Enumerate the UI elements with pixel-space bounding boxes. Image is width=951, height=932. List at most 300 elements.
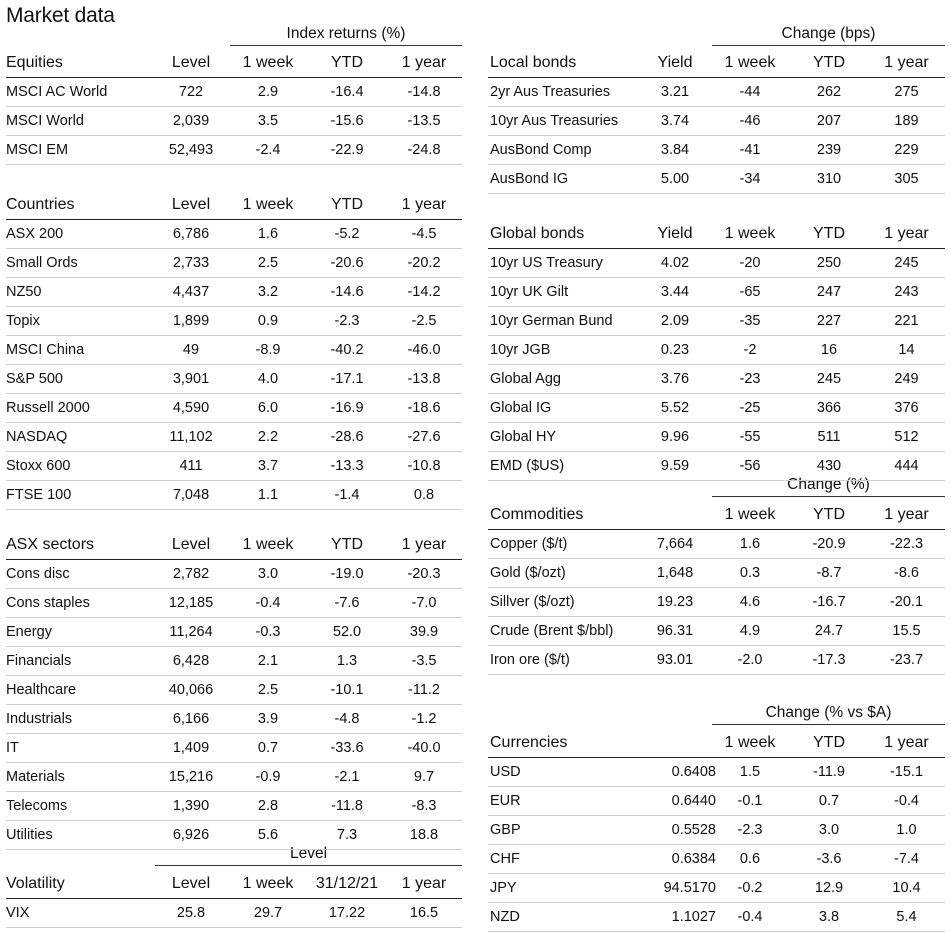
row-label: 10yr German Bund (490, 313, 613, 329)
cell-value: -56 (739, 458, 761, 474)
cell-value: 52.0 (332, 624, 362, 640)
column-header: Yield (657, 225, 693, 242)
column-header: YTD (813, 506, 845, 523)
table-row (6, 107, 462, 136)
cell-value: -11.8 (331, 798, 363, 814)
row-label: Telecoms (6, 798, 68, 814)
column-header: YTD (813, 54, 845, 71)
table-row (488, 336, 945, 365)
cell-value: -41 (739, 142, 761, 158)
cell-value: 1.1027 (671, 909, 716, 925)
cell-value: -7.0 (411, 595, 437, 611)
row-label: 10yr UK Gilt (490, 284, 569, 300)
cell-value: -13.3 (330, 458, 364, 474)
cell-value: -2 (743, 342, 757, 358)
column-header: 1 week (242, 536, 294, 553)
cell-value: 229 (894, 142, 919, 158)
table-row (488, 107, 945, 136)
row-label: Gold ($/ozt) (490, 565, 566, 581)
cell-value: -2.5 (411, 313, 437, 329)
cell-value: -8.3 (411, 798, 437, 814)
asx-sectors-header-row (6, 531, 462, 560)
cell-value: 7,664 (656, 536, 694, 552)
cell-value: 2,039 (172, 113, 210, 129)
cell-value: 1,648 (656, 565, 694, 581)
global-bonds-header-row (488, 220, 945, 249)
cell-value: 227 (816, 313, 842, 329)
table-row (6, 278, 462, 307)
cell-value: -15.1 (889, 764, 924, 780)
table-row (488, 452, 945, 481)
commodities-header-row (488, 501, 945, 530)
cell-value: -20.1 (889, 594, 924, 610)
column-header: Level (171, 196, 211, 213)
cell-value: 3.9 (257, 711, 279, 727)
cell-value: -10.1 (330, 682, 364, 698)
table-row (6, 452, 462, 481)
cell-value: 15.5 (892, 623, 921, 639)
cell-value: 2.5 (257, 682, 279, 698)
cell-value: 4.02 (660, 255, 690, 271)
cell-value: -8.7 (816, 565, 842, 581)
cell-value: 7.3 (336, 827, 358, 843)
row-label: Small Ords (6, 255, 78, 271)
volatility-table (6, 870, 462, 928)
table-row (488, 816, 945, 845)
cell-value: -0.2 (737, 880, 763, 896)
table-row (488, 136, 945, 165)
row-label: Financials (6, 653, 72, 669)
table-row (6, 734, 462, 763)
cell-value: -55 (739, 429, 761, 445)
column-header: 31/12/21 (315, 875, 379, 892)
row-label: Global IG (490, 400, 552, 416)
row-label: Global HY (490, 429, 557, 445)
cell-value: 12.9 (814, 880, 844, 896)
cell-value: 9.59 (660, 458, 690, 474)
cell-value: 250 (816, 255, 842, 271)
cell-value: 39.9 (409, 624, 439, 640)
column-header: 1 week (242, 54, 294, 71)
cell-value: 366 (816, 400, 842, 416)
cell-value: 6,786 (172, 226, 210, 242)
table-row (6, 560, 462, 589)
cell-value: 3.74 (660, 113, 690, 129)
local-bonds-table (488, 49, 945, 194)
row-label: Energy (6, 624, 52, 640)
local-bonds-header-row (488, 49, 945, 78)
cell-value: 262 (816, 84, 842, 100)
cell-value: -19.0 (330, 566, 364, 582)
cell-value: 29.7 (253, 905, 283, 921)
cell-value: -35 (739, 313, 761, 329)
cell-value: 9.96 (660, 429, 690, 445)
cell-value: 243 (894, 284, 919, 300)
table-row (6, 249, 462, 278)
cell-value: -11.2 (408, 682, 440, 698)
cell-value: 430 (816, 458, 842, 474)
table-row (6, 481, 462, 510)
cell-value: -20.3 (407, 566, 441, 582)
cell-value: 7,048 (172, 487, 210, 503)
cell-value: 4.6 (739, 594, 761, 610)
row-label: GBP (490, 822, 521, 838)
column-header: Volatility (6, 875, 65, 892)
column-header: YTD (813, 734, 845, 751)
cell-value: 6,926 (172, 827, 210, 843)
cell-value: -20.6 (330, 255, 364, 271)
row-label: 10yr JGB (490, 342, 551, 358)
column-header: 1 year (401, 54, 447, 71)
cell-value: 25.8 (176, 905, 206, 921)
cell-value: 4.9 (739, 623, 761, 639)
equities-group-header: Index returns (%) (230, 24, 462, 46)
cell-value: -20.2 (407, 255, 441, 271)
cell-value: 310 (816, 171, 842, 187)
cell-value: 512 (894, 429, 919, 445)
cell-value: 15,216 (168, 769, 214, 785)
cell-value: 2.5 (257, 255, 279, 271)
cell-value: -0.4 (894, 793, 919, 809)
cell-value: -4.8 (334, 711, 360, 727)
cell-value: -16.9 (330, 400, 364, 416)
cell-value: -24.8 (407, 142, 441, 158)
cell-value: -8.9 (255, 342, 281, 358)
currencies-header-row (488, 729, 945, 758)
table-row (488, 787, 945, 816)
cell-value: 275 (894, 84, 919, 100)
cell-value: 245 (816, 371, 842, 387)
cell-value: -65 (739, 284, 761, 300)
cell-value: 1.0 (896, 822, 917, 838)
table-row (488, 278, 945, 307)
cell-value: -16.4 (330, 84, 364, 100)
cell-value: 305 (894, 171, 919, 187)
cell-value: 1,390 (172, 798, 210, 814)
row-label: AusBond IG (490, 171, 569, 187)
table-row (488, 365, 945, 394)
cell-value: -1.2 (411, 711, 437, 727)
cell-value: -2.4 (255, 142, 281, 158)
cell-value: 2.9 (257, 84, 279, 100)
cell-value: 6.0 (257, 400, 279, 416)
row-label: NZ50 (6, 284, 42, 300)
row-label: Materials (6, 769, 65, 785)
column-header: 1 year (884, 54, 929, 71)
column-header: Global bonds (490, 225, 585, 242)
cell-value: 17.22 (328, 905, 366, 921)
column-header: 1 year (884, 734, 929, 751)
row-label: Copper ($/t) (490, 536, 568, 552)
page-title: Market data (6, 4, 115, 27)
cell-value: -3.5 (411, 653, 437, 669)
cell-value: 3.44 (660, 284, 690, 300)
row-label: Topix (6, 313, 40, 329)
cell-value: 1.3 (336, 653, 358, 669)
cell-value: 2.2 (257, 429, 279, 445)
cell-value: -13.5 (407, 113, 441, 129)
cell-value: 239 (816, 142, 842, 158)
cell-value: 4,590 (172, 400, 210, 416)
column-header: 1 week (724, 506, 776, 523)
row-label: Global Agg (490, 371, 561, 387)
cell-value: 3.8 (818, 909, 840, 925)
cell-value: 0.6440 (671, 793, 716, 809)
table-row (488, 617, 945, 646)
cell-value: -7.6 (334, 595, 360, 611)
cell-value: 94.5170 (663, 880, 716, 896)
cell-value: -10.8 (407, 458, 441, 474)
asx-sectors-table (6, 531, 462, 850)
column-header: 1 year (401, 875, 447, 892)
cell-value: 247 (816, 284, 842, 300)
cell-value: -2.3 (334, 313, 360, 329)
table-row (6, 618, 462, 647)
cell-value: -4.5 (411, 226, 437, 242)
currencies-table (488, 729, 945, 932)
table-row (488, 307, 945, 336)
row-label: CHF (490, 851, 520, 867)
cell-value: -20 (739, 255, 761, 271)
cell-value: -2.1 (334, 769, 360, 785)
cell-value: -20.9 (812, 536, 846, 552)
table-row (6, 589, 462, 618)
cell-value: 5.00 (660, 171, 690, 187)
cell-value: 11,264 (169, 624, 213, 640)
table-row (6, 899, 462, 928)
cell-value: 0.7 (257, 740, 279, 756)
equities-table (6, 49, 462, 165)
table-row (488, 646, 945, 675)
cell-value: -34 (739, 171, 761, 187)
column-header: YTD (331, 54, 363, 71)
cell-value: -16.7 (812, 594, 846, 610)
cell-value: 6,166 (172, 711, 210, 727)
cell-value: 3.0 (257, 566, 279, 582)
table-row (488, 530, 945, 559)
row-label: MSCI EM (6, 142, 69, 158)
cell-value: -27.6 (407, 429, 441, 445)
row-label: Crude (Brent $/bbl) (490, 623, 614, 639)
cell-value: -23.7 (889, 652, 924, 668)
column-header: Local bonds (490, 54, 577, 71)
table-row (488, 845, 945, 874)
table-row (6, 821, 462, 850)
row-label: Stoxx 600 (6, 458, 71, 474)
column-header: ASX sectors (6, 536, 95, 553)
cell-value: 0.9 (257, 313, 279, 329)
cell-value: 1.6 (739, 536, 761, 552)
global-bonds-table (488, 220, 945, 481)
local-bonds-group-header: Change (bps) (712, 24, 945, 46)
column-header: 1 week (724, 734, 776, 751)
cell-value: 6,428 (172, 653, 210, 669)
row-label: Cons staples (6, 595, 90, 611)
table-row (6, 792, 462, 821)
cell-value: -2.0 (737, 652, 763, 668)
cell-value: -1.4 (334, 487, 360, 503)
row-label: Cons disc (6, 566, 70, 582)
cell-value: 2,733 (172, 255, 210, 271)
table-row (6, 220, 462, 249)
row-label: NZD (490, 909, 520, 925)
cell-value: 0.8 (413, 487, 435, 503)
cell-value: -2.3 (737, 822, 763, 838)
cell-value: -0.4 (255, 595, 281, 611)
row-label: MSCI World (6, 113, 84, 129)
cell-value: -15.6 (330, 113, 364, 129)
row-label: AusBond Comp (490, 142, 592, 158)
row-label: Utilities (6, 827, 53, 843)
cell-value: -0.9 (255, 769, 281, 785)
row-label: MSCI China (6, 342, 85, 358)
table-row (488, 78, 945, 107)
cell-value: 18.8 (409, 827, 439, 843)
column-header: Level (171, 536, 211, 553)
cell-value: -7.4 (894, 851, 919, 867)
row-label: Iron ore ($/t) (490, 652, 570, 668)
cell-value: 3.76 (660, 371, 690, 387)
row-label: IT (6, 740, 19, 756)
cell-value: -46 (739, 113, 761, 129)
table-row (488, 588, 945, 617)
cell-value: 189 (894, 113, 919, 129)
table-row (6, 336, 462, 365)
cell-value: -5.2 (334, 226, 360, 242)
column-header: Level (171, 54, 211, 71)
cell-value: -40.0 (407, 740, 441, 756)
cell-value: 3.0 (818, 822, 840, 838)
column-header: 1 year (401, 196, 447, 213)
cell-value: -46.0 (407, 342, 441, 358)
cell-value: 5.6 (257, 827, 279, 843)
row-label: Industrials (6, 711, 73, 727)
cell-value: 10.4 (892, 880, 921, 896)
column-header: 1 week (242, 196, 294, 213)
row-label: USD (490, 764, 521, 780)
cell-value: 1,409 (172, 740, 210, 756)
cell-value: 19.23 (656, 594, 694, 610)
column-header: 1 year (401, 536, 447, 553)
cell-value: 40,066 (168, 682, 214, 698)
cell-value: 2.1 (257, 653, 279, 669)
cell-value: -8.6 (894, 565, 919, 581)
cell-value: 3.84 (660, 142, 690, 158)
cell-value: -13.8 (407, 371, 441, 387)
table-row (488, 874, 945, 903)
table-row (488, 394, 945, 423)
cell-value: 245 (894, 255, 919, 271)
cell-value: 3.2 (257, 284, 279, 300)
table-row (488, 165, 945, 194)
row-label: NASDAQ (6, 429, 68, 445)
cell-value: 16.5 (409, 905, 439, 921)
cell-value: -14.8 (407, 84, 441, 100)
row-label: JPY (490, 880, 517, 896)
cell-value: 5.52 (660, 400, 690, 416)
cell-value: 4,437 (172, 284, 210, 300)
column-header: 1 year (884, 225, 929, 242)
cell-value: 2.09 (660, 313, 690, 329)
table-row (6, 78, 462, 107)
cell-value: -23 (739, 371, 761, 387)
column-header: 1 week (724, 225, 776, 242)
cell-value: 221 (894, 313, 919, 329)
cell-value: 0.6408 (671, 764, 716, 780)
cell-value: 0.3 (739, 565, 761, 581)
table-row (6, 136, 462, 165)
table-row (488, 903, 945, 932)
column-header: YTD (331, 536, 363, 553)
cell-value: 1.1 (257, 487, 279, 503)
table-row (488, 758, 945, 787)
cell-value: 511 (817, 429, 841, 445)
cell-value: -0.1 (737, 793, 763, 809)
column-header: Currencies (490, 734, 568, 751)
cell-value: 411 (179, 458, 203, 474)
cell-value: 0.23 (660, 342, 690, 358)
cell-value: -22.9 (330, 142, 364, 158)
cell-value: 2,782 (172, 566, 210, 582)
table-row (6, 705, 462, 734)
cell-value: -22.3 (889, 536, 924, 552)
row-label: 2yr Aus Treasuries (490, 84, 611, 100)
cell-value: 0.5528 (671, 822, 716, 838)
cell-value: 24.7 (814, 623, 844, 639)
column-header: Yield (657, 54, 693, 71)
table-row (488, 423, 945, 452)
cell-value: -33.6 (330, 740, 364, 756)
cell-value: 3.21 (660, 84, 690, 100)
cell-value: 249 (894, 371, 919, 387)
cell-value: 9.7 (413, 769, 435, 785)
cell-value: 1.5 (739, 764, 761, 780)
column-header: 1 week (724, 54, 776, 71)
cell-value: 0.7 (818, 793, 840, 809)
cell-value: -17.3 (812, 652, 846, 668)
cell-value: 0.6 (739, 851, 761, 867)
row-label: 10yr Aus Treasuries (490, 113, 619, 129)
row-label: ASX 200 (6, 226, 64, 242)
commodities-table (488, 501, 945, 675)
countries-header-row (6, 191, 462, 220)
row-label: VIX (6, 905, 30, 921)
row-label: Healthcare (6, 682, 77, 698)
cell-value: 52,493 (168, 142, 214, 158)
table-row (6, 763, 462, 792)
cell-value: 5.4 (896, 909, 917, 925)
column-header: YTD (813, 225, 845, 242)
column-header: YTD (331, 196, 363, 213)
row-label: FTSE 100 (6, 487, 72, 503)
cell-value: 3.7 (257, 458, 279, 474)
cell-value: 3,901 (172, 371, 210, 387)
cell-value: -18.6 (407, 400, 441, 416)
countries-table (6, 191, 462, 510)
cell-value: 3.5 (257, 113, 279, 129)
cell-value: 1,899 (172, 313, 210, 329)
cell-value: -3.6 (816, 851, 842, 867)
cell-value: -17.1 (330, 371, 364, 387)
cell-value: -0.4 (737, 909, 763, 925)
row-label: MSCI AC World (6, 84, 108, 100)
table-row (6, 647, 462, 676)
column-header: Countries (6, 196, 75, 213)
commodities-group-header: Change (%) (712, 475, 945, 497)
column-header: 1 year (884, 506, 929, 523)
cell-value: -40.2 (330, 342, 364, 358)
cell-value: 722 (178, 84, 204, 100)
